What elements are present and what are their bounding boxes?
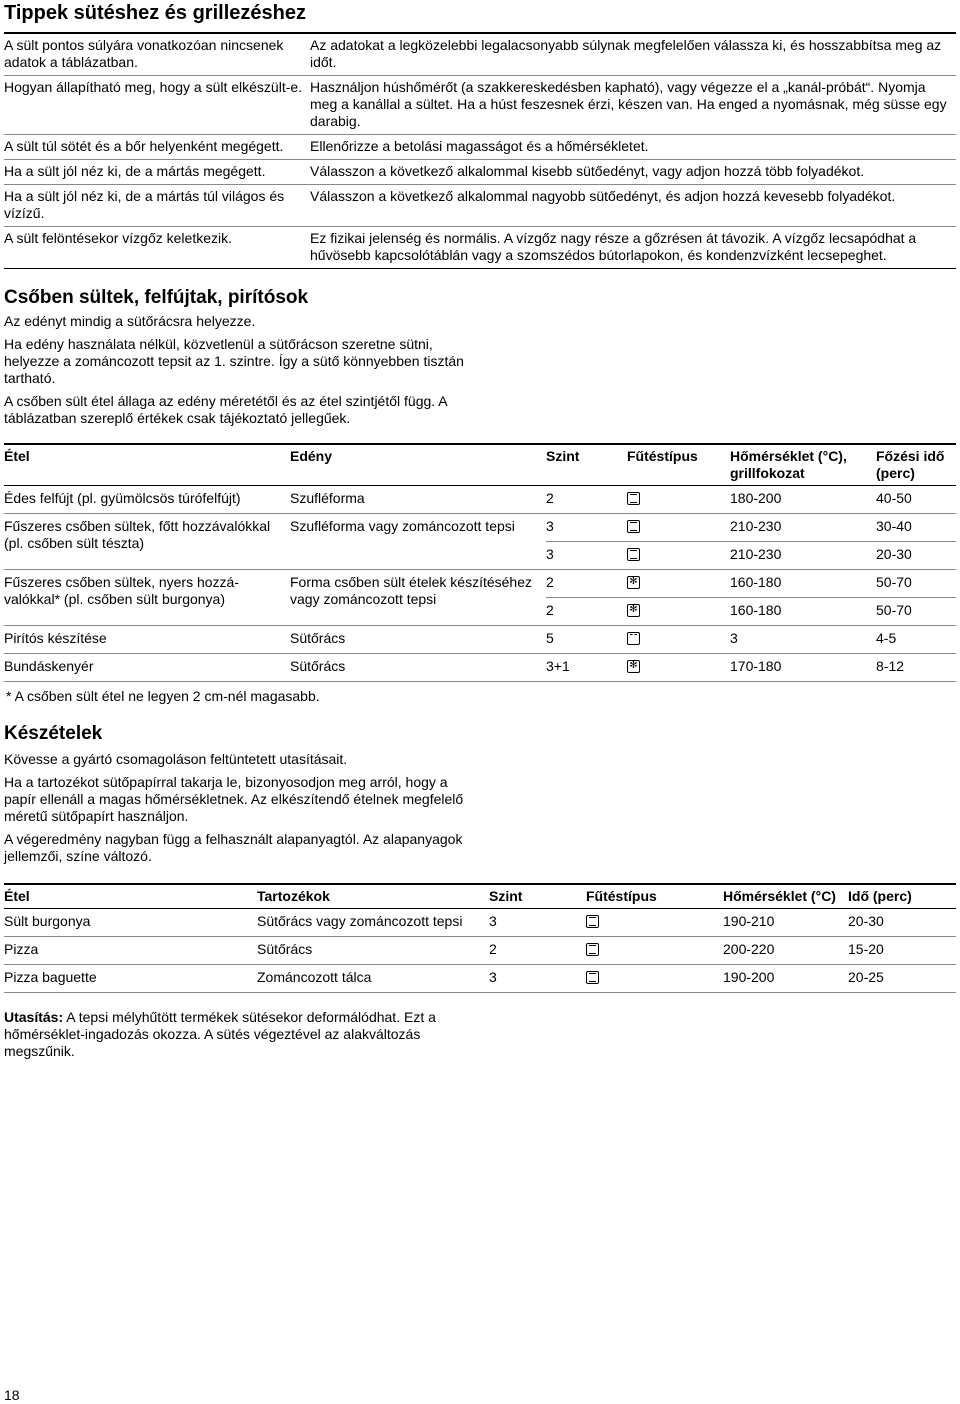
cell-time: 8-12 xyxy=(876,654,956,682)
top-bottom-heat-icon xyxy=(586,971,599,984)
cell-time: 20-30 xyxy=(848,909,956,937)
cell-accessory: Sütőrács vagy zománcozott tepsi xyxy=(257,909,489,937)
column-header: Fűtéstípus xyxy=(627,444,730,486)
cell-heating xyxy=(586,965,723,993)
tip-problem: A sült túl sötét és a bőr helyenként megégett. xyxy=(4,138,284,154)
cell-level: 2 xyxy=(546,598,627,626)
cell-time: 40-50 xyxy=(876,486,956,514)
page-number: 18 xyxy=(4,1387,20,1403)
cell-level: 3 xyxy=(489,909,586,937)
cell-temperature: 210-230 xyxy=(730,514,876,542)
cell-temperature: 190-210 xyxy=(723,909,848,937)
fan-heat-icon xyxy=(627,604,640,617)
column-header: Szint xyxy=(546,444,627,486)
column-header: Hőmérséklet (°C) xyxy=(723,884,848,909)
gratin-table xyxy=(4,443,956,682)
column-header: Idő (perc) xyxy=(848,884,956,909)
fan-heat-icon xyxy=(627,660,640,673)
cell-level: 3 xyxy=(546,542,627,570)
cell-heating xyxy=(627,514,730,542)
cell-dish-type: Sütőrács xyxy=(290,654,546,682)
cell-heating xyxy=(627,486,730,514)
cell-time: 20-25 xyxy=(848,965,956,993)
top-bottom-heat-icon xyxy=(627,492,640,505)
cell-heating xyxy=(627,570,730,598)
cell-accessory: Sütőrács xyxy=(257,937,489,965)
instruction-text: A tepsi mélyhűtött termékek sütésekor deformálódhat. Ezt a hőmérséklet-ingadozás okozza. A sütés végeztével az alakváltozás megszűnik. xyxy=(4,1009,436,1059)
grill-icon xyxy=(627,632,640,645)
tip-problem: A sült pontos súlyára vonatkozóan nincsenek adatok a táblázatban. xyxy=(4,37,284,70)
cell-time: 20-30 xyxy=(876,542,956,570)
table-row xyxy=(4,965,956,993)
tip-row xyxy=(4,135,956,160)
tip-solution: Ellenőrizze a betolási magasságot és a hőmérsékletet. xyxy=(310,138,649,154)
cell-time: 50-70 xyxy=(876,570,956,598)
tip-row xyxy=(4,76,956,135)
section-title-gratins: Csőben sültek, felfújtak, pirítósok xyxy=(4,287,309,308)
cell-temperature: 170-180 xyxy=(730,654,876,682)
tip-problem: Ha a sült jól néz ki, de a mártás túl világos és vízízű. xyxy=(4,188,285,221)
table-row xyxy=(4,626,956,654)
cell-dish: Fűszeres csőben sültek, nyers hozzávalókkal* (pl. csőben sült burgonya) xyxy=(4,570,290,626)
cell-dish: Pizza xyxy=(4,937,257,965)
cell-dish: Fűszeres csőben sültek, főtt hozzávalókkal (pl. csőben sült tészta) xyxy=(4,514,290,570)
cell-dish: Édes felfújt (pl. gyümölcsös túrófelfújt) xyxy=(4,486,290,514)
instruction-label: Utasítás: xyxy=(4,1009,64,1025)
cell-level: 5 xyxy=(546,626,627,654)
cell-dish: Bundáskenyér xyxy=(4,654,290,682)
cell-dish: Sült burgonya xyxy=(4,909,257,937)
cell-temperature: 210-230 xyxy=(730,542,876,570)
top-bottom-heat-icon xyxy=(586,943,599,956)
column-header: Tartozékok xyxy=(257,884,489,909)
paragraph: A csőben sült étel állaga az edény méretétől és az étel szintjétől függ. A táblázatban szereplő értékek csak tájékoztató jellegűek. xyxy=(4,393,447,426)
column-header: Szint xyxy=(489,884,586,909)
top-bottom-heat-icon xyxy=(627,520,640,533)
table-row xyxy=(4,486,956,514)
column-header: Étel xyxy=(4,444,290,486)
cell-temperature: 3 xyxy=(730,626,876,654)
tip-row xyxy=(4,227,956,269)
cell-time: 30-40 xyxy=(876,514,956,542)
column-header: Hőmérséklet (°C), grillfokozat xyxy=(730,444,876,486)
cell-accessory: Zománcozott tálca xyxy=(257,965,489,993)
tip-solution: Használjon húshőmérőt (a szakkereskedésben kapható), vagy végezze el a „kanál-próbát“. Nyomja meg a kanállal a sültet. Ha a húst feszesnek érzi, készen van. Ha enged a nyomásnak, még süsse egy darabig. xyxy=(310,79,947,129)
paragraph: Ha a tartozékot sütőpapírral takarja le, bizonyosodjon meg arról, hogy a papír ellenáll a magas hőmérsékletnek. Az elkészítendő ételnek megfelelő méretű sütőpapírt használjon. xyxy=(4,774,464,824)
cell-temperature: 200-220 xyxy=(723,937,848,965)
footnote: * A csőben sült étel ne legyen 2 cm-nél magasabb. xyxy=(6,688,320,704)
table-row xyxy=(4,937,956,965)
tip-row xyxy=(4,185,956,227)
tip-solution: Válasszon a következő alkalommal kisebb sütőedényt, vagy adjon hozzá több folyadékot. xyxy=(310,163,865,179)
cell-dish-type: Szufléforma vagy zománcozott tepsi xyxy=(290,514,546,570)
cell-temperature: 190-200 xyxy=(723,965,848,993)
cell-temperature: 160-180 xyxy=(730,598,876,626)
cell-time: 15-20 xyxy=(848,937,956,965)
cell-level: 3 xyxy=(546,514,627,542)
table-row xyxy=(4,514,956,542)
section-title-ready-meals: Készételek xyxy=(4,723,103,744)
instruction-note xyxy=(4,1009,474,1060)
tip-problem: Ha a sült jól néz ki, de a mártás megégett. xyxy=(4,163,266,179)
table-row xyxy=(4,909,956,937)
column-header: Edény xyxy=(290,444,546,486)
cell-heating xyxy=(627,542,730,570)
cell-dish: Pizza baguette xyxy=(4,965,257,993)
cell-level: 2 xyxy=(546,486,627,514)
column-header: Étel xyxy=(4,884,257,909)
column-header: Fűtéstípus xyxy=(586,884,723,909)
cell-level: 3 xyxy=(489,965,586,993)
top-bottom-heat-icon xyxy=(627,548,640,561)
cell-level: 2 xyxy=(489,937,586,965)
table-row xyxy=(4,570,956,598)
tip-solution: Válasszon a következő alkalommal nagyobb sütőedényt, és adjon hozzá kevesebb folyadékot. xyxy=(310,188,896,204)
cell-heating xyxy=(627,626,730,654)
tips-table xyxy=(4,34,956,269)
fan-heat-icon xyxy=(627,576,640,589)
tip-problem: Hogyan állapítható meg, hogy a sült elkészült-e. xyxy=(4,79,303,95)
tip-row xyxy=(4,34,956,76)
paragraph: A végeredmény nagyban függ a felhasznált alapanyagtól. Az alapanyagok jellemzői, színe változó. xyxy=(4,831,463,864)
paragraph: Ha edény használata nélkül, közvetlenül a sütőrácson szeretne sütni, helyezze a zománcozott tepsit az 1. szintre. Így a sütő könnyebben tisztán tartható. xyxy=(4,336,464,386)
tip-row xyxy=(4,160,956,185)
cell-heating xyxy=(586,909,723,937)
tip-solution: Az adatokat a legközelebbi legalacsonyabb súlynak megfelelően válassza ki, és hosszabbítsa meg az időt. xyxy=(310,37,942,70)
cell-heating xyxy=(627,598,730,626)
cell-time: 4-5 xyxy=(876,626,956,654)
cell-level: 2 xyxy=(546,570,627,598)
cell-heating xyxy=(627,654,730,682)
page-title: Tippek sütéshez és grillezéshez xyxy=(4,2,306,24)
page xyxy=(4,0,956,1066)
cell-dish: Pirítós készítése xyxy=(4,626,290,654)
cell-dish-type: Sütőrács xyxy=(290,626,546,654)
cell-dish-type: Szufléforma xyxy=(290,486,546,514)
ready-meals-table xyxy=(4,883,956,993)
paragraph: Az edényt mindig a sütőrácsra helyezze. xyxy=(4,313,256,329)
cell-heating xyxy=(586,937,723,965)
top-bottom-heat-icon xyxy=(586,915,599,928)
cell-time: 50-70 xyxy=(876,598,956,626)
cell-dish-type: Forma csőben sült ételek készítéséhez vagy zománcozott tepsi xyxy=(290,570,546,626)
paragraph: Kövesse a gyártó csomagoláson feltüntetett utasításait. xyxy=(4,751,348,767)
tip-problem: A sült felöntésekor vízgőz keletkezik. xyxy=(4,230,232,246)
cell-temperature: 180-200 xyxy=(730,486,876,514)
tip-solution: Ez fizikai jelenség és normális. A vízgőz nagy része a gőzrésen át távozik. A vízgőz lecsapódhat a hűvösebb kapcsolótáblán vagy a szomszédos bútorlapokon, és kondenzvízként lecsepeghet. xyxy=(310,230,917,263)
cell-temperature: 160-180 xyxy=(730,570,876,598)
table-row xyxy=(4,654,956,682)
column-header: Főzési idő (perc) xyxy=(876,444,956,486)
cell-level: 3+1 xyxy=(546,654,627,682)
